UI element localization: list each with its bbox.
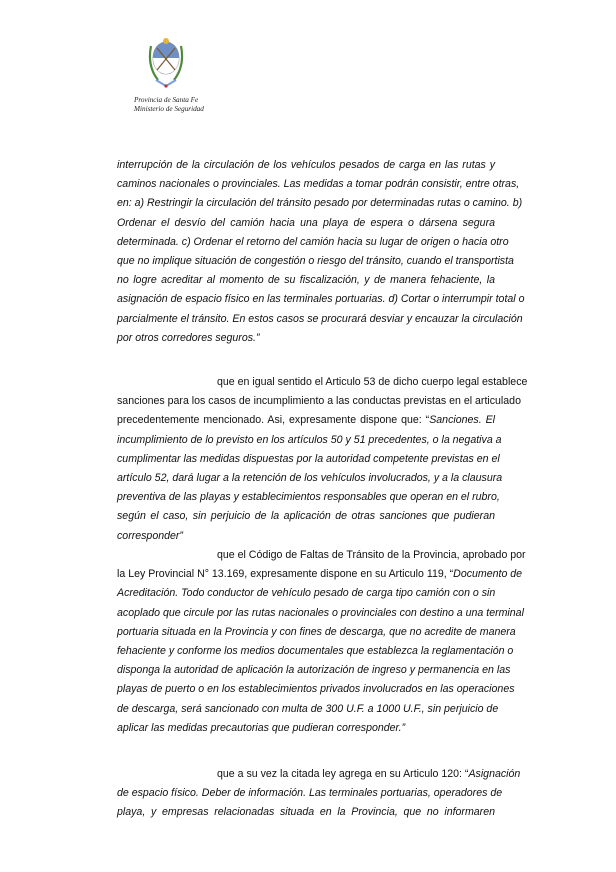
text-line: por otros corredores seguros.” bbox=[117, 331, 260, 344]
text-line: corresponder” bbox=[117, 529, 183, 542]
text-line: aplicar las medidas precautorias que pudieran corresponder.” bbox=[117, 721, 406, 734]
text-line: determinada. c) Ordenar el retorno del camión hacia su lugar de origen o hacia otro bbox=[117, 235, 509, 248]
letterhead-province: Provincia de Santa Fe bbox=[134, 96, 199, 104]
paragraph-quote-article-52 bbox=[117, 156, 525, 348]
text-line: de espacio físico. Deber de información. Las terminales portuarias, operadores de bbox=[117, 787, 503, 800]
text-line: que en igual sentido el Articulo 53 de dicho cuerpo legal establece bbox=[217, 376, 528, 388]
text-line: Acreditación. Todo conductor de vehículo pesado de carga tipo camión con o sin bbox=[117, 587, 496, 600]
text-line: según el caso, sin perjuicio de la aplicación de otras sanciones que pudieran bbox=[117, 510, 495, 523]
text-line: asignación de espacio físico en las terminales portuarias. d) Cortar o interrumpir total o bbox=[117, 293, 525, 306]
text-line: que el Código de Faltas de Tránsito de la Provincia, aprobado por bbox=[217, 549, 526, 561]
text-line: la Ley Provincial N° 13.169, expresamente dispone en su Articulo 119, “Documento de bbox=[117, 568, 523, 581]
text-line: acoplado que circule por las rutas nacionales o provinciales con destino a una terminal bbox=[117, 606, 524, 619]
paragraph-article-119 bbox=[117, 546, 526, 738]
text-line: parcialmente el tránsito. En estos casos se procurará desviar y encauzar la circulación bbox=[117, 312, 523, 325]
text-line: interrupción de la circulación de los vehículos pesados de carga en las rutas y bbox=[117, 159, 495, 171]
text-line: playa, y empresas relacionadas situada en la Provincia, que no informaren bbox=[117, 806, 495, 819]
text-line: portuaria situada en la Provincia y con fines de descarga, que no acredite de manera bbox=[117, 625, 516, 638]
text-line: cumplimentar las medidas dispuestas por la autoridad competente previstas en el bbox=[117, 452, 500, 465]
text-line: no logre acreditar al momento de su fiscalización, y de manera fehaciente, la bbox=[117, 274, 495, 287]
text-line: fehaciente y conforme los medios documentales que establezca la reglamentación o bbox=[117, 644, 514, 657]
provincial-seal-logo bbox=[146, 36, 186, 90]
text-line: artículo 52, dará lugar a la retención de los vehículos involucrados, y a la clausura bbox=[117, 471, 503, 484]
text-line: Ordenar el desvío del camión hacia una playa de espera o dársena segura bbox=[117, 216, 495, 229]
text-line: de descarga, será sancionado con multa de 300 U.F. a 1000 U.F., sin perjuicio de bbox=[117, 702, 499, 715]
paragraph-article-53 bbox=[117, 373, 528, 546]
text-line: caminos nacionales o provinciales. Las medidas a tomar podrán consistir, entre otras, bbox=[117, 178, 520, 191]
text-line: preventiva de las playas y establecimientos responsables que operan en el rubro, bbox=[117, 491, 500, 504]
text-line: playas de puerto o en los establecimientos privados involucrados en las operaciones bbox=[117, 683, 515, 696]
text-line: disponga la autoridad de aplicación la autorización de ingreso y permanencia en las bbox=[117, 664, 511, 677]
text-line: precedentemente mencionado. Asi, expresamente dispone que: “Sanciones. El bbox=[117, 414, 495, 427]
text-line: en: a) Restringir la circulación del tránsito pesado por determinadas rutas o camino. b) bbox=[117, 197, 523, 210]
paragraph-article-120 bbox=[117, 765, 521, 823]
letterhead bbox=[134, 96, 204, 114]
text-line: incumplimiento de lo previsto en los artículos 50 y 51 precedentes, o la negativa a bbox=[117, 433, 502, 446]
text-line: que no implique situación de congestión o riesgo del tránsito, cuando el transportista bbox=[117, 254, 514, 267]
letterhead-ministry: Ministerio de Seguridad bbox=[134, 105, 204, 113]
text-line: sanciones para los casos de incumplimiento a las conductas previstas en el articulado bbox=[117, 395, 521, 408]
text-line: que a su vez la citada ley agrega en su Articulo 120: “Asignación bbox=[217, 768, 521, 780]
